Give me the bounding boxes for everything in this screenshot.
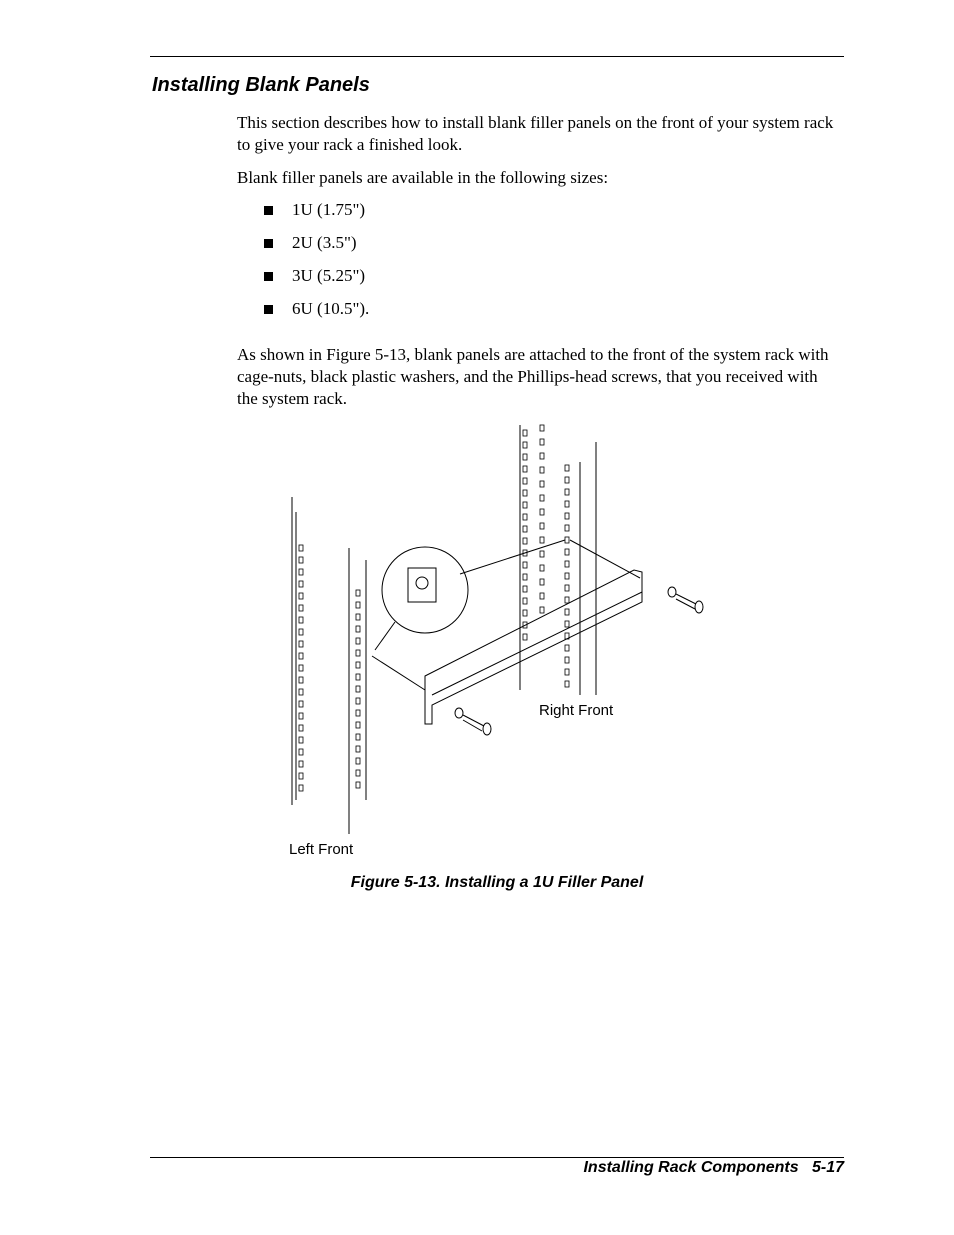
sizes-intro-paragraph: Blank filler panels are available in the following sizes: (237, 168, 609, 187)
bullet-square-icon (264, 206, 273, 215)
list-item: 3U (5.25") (264, 265, 369, 298)
attach-paragraph: As shown in Figure 5-13, blank panels are attached to the front of the system rack with cage-nuts, black plastic washers, and the Phillips-head screws, that you received with the system rack. (237, 345, 829, 408)
list-item: 6U (10.5"). (264, 298, 369, 331)
filler-panel-illustration (270, 418, 730, 868)
figure-caption: Figure 5-13. Installing a 1U Filler Panel (350, 874, 644, 891)
footer-chapter: Installing Rack Components (583, 1159, 799, 1176)
list-item: 2U (3.5") (264, 232, 369, 265)
list-item: 1U (1.75") (264, 199, 369, 232)
right-front-label: Right Front (539, 702, 614, 719)
page-footer (583, 1159, 844, 1177)
sizes-list (264, 199, 369, 331)
bullet-square-icon (264, 239, 273, 248)
section-title: Installing Blank Panels (152, 74, 370, 96)
bullet-square-icon (264, 305, 273, 314)
header-rule (150, 56, 844, 57)
footer-rule (150, 1157, 844, 1158)
bullet-square-icon (264, 272, 273, 281)
intro-paragraph: This section describes how to install blank filler panels on the front of your system rack to give your rack a finished look. (237, 113, 834, 154)
footer-page-number: 5-17 (811, 1159, 844, 1176)
left-front-label: Left Front (289, 841, 354, 858)
